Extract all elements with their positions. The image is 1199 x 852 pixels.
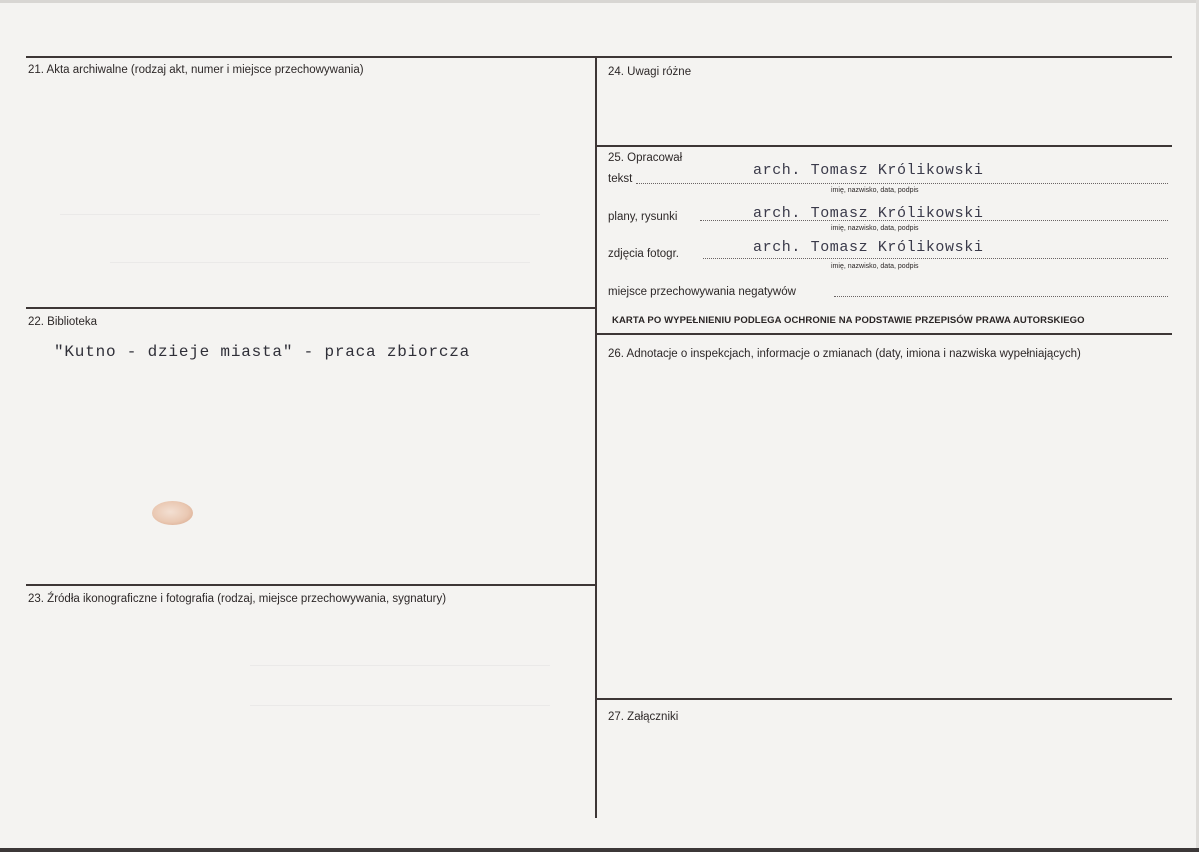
tekst-label: tekst: [608, 173, 633, 185]
paper-stain: [152, 501, 193, 525]
show-through-line: [110, 262, 530, 263]
rule-22-23: [26, 584, 596, 586]
section-26-label: 26. Adnotacje o inspekcjach, informacje o zmianach (daty, imiona i nazwiska wypełniających): [608, 348, 1081, 360]
section-25-label: 25. Opracował: [608, 152, 683, 164]
rule-26-27: [597, 698, 1172, 700]
plany-label: plany, rysunki: [608, 211, 678, 223]
plany-value: arch. Tomasz Królikowski: [753, 205, 984, 222]
paper-top-edge: [0, 0, 1199, 3]
zdjecia-value: arch. Tomasz Królikowski: [753, 239, 984, 256]
section-22-value: "Kutno - dzieje miasta" - praca zbiorcza: [54, 343, 471, 361]
section-22-label: 22. Biblioteka: [28, 316, 98, 328]
top-rule: [26, 56, 1172, 58]
zdjecia-line: [703, 258, 1168, 259]
rule-24-25: [597, 145, 1172, 147]
zdjecia-label: zdjęcia fotogr.: [608, 248, 679, 260]
copyright-notice: KARTA PO WYPEŁNIENIU PODLEGA OCHRONIE NA PODSTAWIE PRZEPISÓW PRAWA AUTORSKIEGO: [612, 315, 1085, 326]
rule-25-26: [597, 333, 1172, 335]
section-27-label: 27. Załączniki: [608, 711, 679, 723]
show-through-line: [250, 705, 550, 706]
section-23-label: 23. Źródła ikonograficzne i fotografia (rodzaj, miejsce przechowywania, sygnatury): [28, 593, 447, 605]
negatywy-label: miejsce przechowywania negatywów: [608, 286, 796, 298]
center-divider: [595, 56, 597, 818]
tekst-value: arch. Tomasz Królikowski: [753, 162, 984, 179]
tekst-line: [636, 183, 1168, 184]
show-through-line: [60, 214, 540, 215]
section-21-label: 21. Akta archiwalne (rodzaj akt, numer i miejsce przechowywania): [28, 64, 364, 76]
paper-bottom-edge: [0, 848, 1199, 852]
plany-hint: imię, nazwisko, data, podpis: [831, 225, 919, 232]
rule-21-22: [26, 307, 596, 309]
zdjecia-hint: imię, nazwisko, data, podpis: [831, 263, 919, 270]
negatywy-line: [834, 296, 1168, 297]
show-through-line: [250, 665, 550, 666]
section-24-label: 24. Uwagi różne: [608, 66, 692, 78]
tekst-hint: imię, nazwisko, data, podpis: [831, 187, 919, 194]
